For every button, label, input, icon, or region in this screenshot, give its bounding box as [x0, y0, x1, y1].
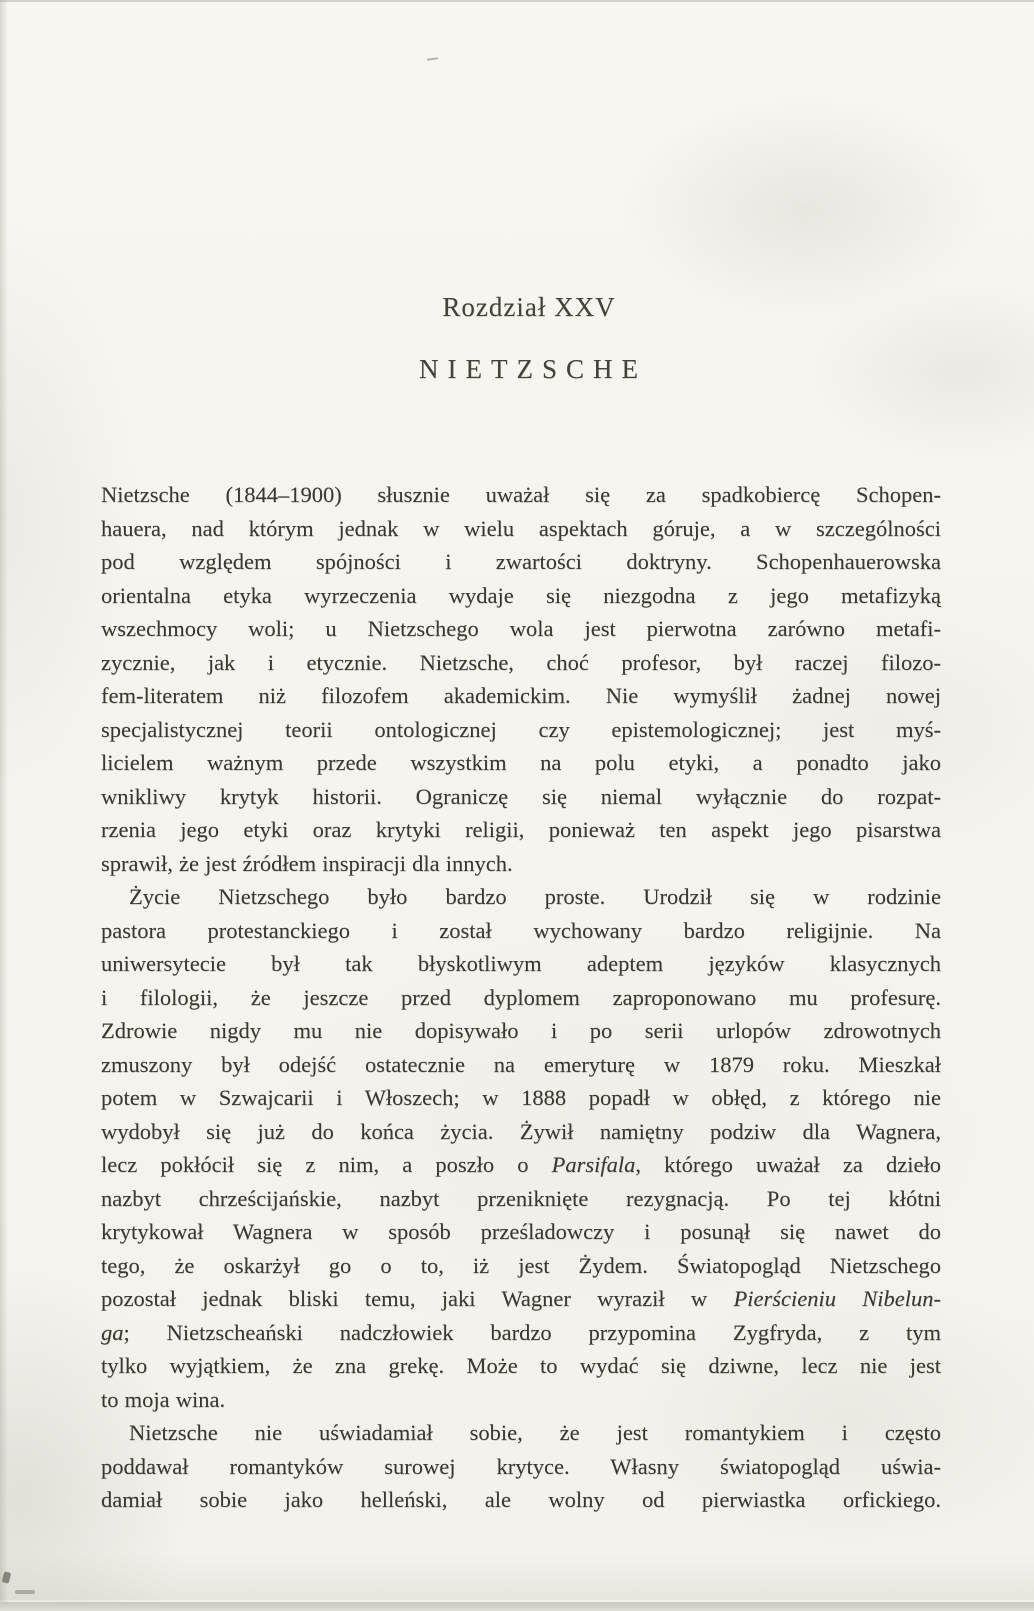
text-segment: damiał sobie jako helleński, ale wolny od pierwiastka orfickiego.	[101, 1487, 941, 1512]
text-segment: orientalna etyka wyrzeczenia wydaje się niezgodna z jego metafizyką	[101, 582, 941, 608]
text-line	[101, 813, 941, 847]
text-segment: poddawał romantyków surowej krytyce. Własny światopogląd uświa-	[101, 1453, 941, 1479]
text-line	[101, 1282, 941, 1316]
text-segment: i filologii, że jeszcze przed dyplomem zaproponowano mu profesurę.	[101, 984, 941, 1010]
text-segment: Życie Nietzschego było bardzo proste. Urodził się w rodzinie	[129, 884, 941, 909]
text-segment: hauera, nad którym jednak w wielu aspektach góruje, a w szczególności	[101, 515, 941, 541]
text-line	[101, 1383, 941, 1417]
text-segment: Zdrowie nigdy mu nie dopisywało i po serii urlopów zdrowotnych	[101, 1018, 941, 1043]
text-line	[101, 1416, 941, 1450]
text-segment: krytykował Wagnera w sposób prześladowczy i posunął się nawet do	[101, 1219, 941, 1244]
body-text	[101, 478, 941, 1517]
text-segment: to moja wina.	[101, 1386, 226, 1412]
text-line	[101, 746, 941, 780]
text-line	[101, 545, 941, 579]
text-segment: pastora protestanckiego i został wychowany bardzo religijnie. Na	[101, 917, 941, 943]
text-segment: rzenia jego etyki oraz krytyki religii, ponieważ ten aspekt jego pisarstwa	[101, 817, 941, 842]
text-segment: wydobył się już do końca życia. Żywił namiętny podziw dla Wagnera,	[101, 1118, 941, 1144]
text-segment: wnikliwy krytyk historii. Ograniczę się niemal wyłącznie do rozpat-	[101, 783, 941, 809]
text-line	[101, 1215, 941, 1249]
italic-text-segment: ga	[101, 1319, 124, 1345]
chapter-heading: Rozdział XXV	[442, 292, 616, 322]
text-line	[101, 1081, 941, 1115]
text-segment: zmuszony był odejść ostatecznie na emeryturę w 1879 roku. Mieszkał	[101, 1051, 941, 1077]
text-segment: potem w Szwajcarii i Włoszech; w 1888 popadł w obłęd, z którego nie	[101, 1085, 941, 1110]
text-segment: zycznie, jak i etycznie. Nietzsche, choć profesor, był raczej filozo-	[101, 649, 941, 675]
text-line	[101, 713, 941, 747]
text-line	[101, 1316, 941, 1350]
text-segment: tego, że oskarżył go o to, iż jest Żydem. Światopogląd Nietzschego	[101, 1252, 941, 1278]
scan-left-edge-shadow	[0, 0, 8, 1611]
scan-stray-mark	[427, 57, 438, 61]
text-segment: wszechmocy woli; u Nietzschego wola jest pierwotna zarówno metafi-	[101, 616, 941, 641]
scan-speck	[15, 1590, 35, 1594]
scan-bottom-band	[0, 1602, 1034, 1611]
text-line	[101, 1048, 941, 1082]
text-segment: lecz pokłócił się z nim, a poszło o	[101, 1152, 552, 1177]
text-segment: ; Nietzscheański nadczłowiek bardzo przypomina Zygfryda, z tym	[123, 1319, 941, 1345]
scan-top-edge	[0, 0, 1034, 2]
scan-bottom-shade	[0, 1552, 1034, 1600]
italic-text-segment: Pierścieniu Nibelun-	[733, 1286, 941, 1311]
text-line	[101, 1148, 941, 1182]
text-segment: licielem ważnym przede wszystkim na polu etyki, a ponadto jako	[101, 750, 941, 775]
text-line	[101, 1249, 941, 1283]
text-segment: tylko wyjątkiem, że zna grekę. Może to wydać się dziwne, lecz nie jest	[101, 1353, 941, 1378]
text-segment: pozostał jednak bliski temu, jaki Wagner wyraził w	[101, 1286, 734, 1311]
text-line	[101, 1483, 941, 1517]
text-line	[101, 1014, 941, 1048]
text-line	[101, 579, 941, 613]
text-segment: sprawił, że jest źródłem inspiracji dla innych.	[101, 850, 513, 876]
text-line	[101, 679, 941, 713]
text-segment: fem-literatem niż filozofem akademickim. Nie wymyślił żadnej nowej	[101, 683, 941, 708]
text-segment: pod względem spójności i zwartości doktryny. Schopenhauerowska	[101, 549, 941, 574]
text-line	[101, 1450, 941, 1484]
text-line	[101, 1182, 941, 1216]
text-line	[101, 914, 941, 948]
text-line	[101, 1349, 941, 1383]
text-segment: specjalistycznej teorii ontologicznej czy epistemologicznej; jest myś-	[101, 716, 941, 742]
text-line	[101, 1115, 941, 1149]
text-line	[101, 612, 941, 646]
text-segment: nazbyt chrześcijańskie, nazbyt przeniknięte rezygnacją. Po tej kłótni	[101, 1185, 941, 1211]
text-line	[101, 646, 941, 680]
text-segment: uniwersytecie był tak błyskotliwym adeptem języków klasycznych	[101, 951, 941, 976]
text-line	[101, 780, 941, 814]
text-line	[101, 847, 941, 881]
page-title: NIETZSCHE	[419, 354, 647, 384]
text-line	[101, 478, 941, 512]
text-segment: Nietzsche (1844–1900) słusznie uważał się za spadkobiercę Schopen-	[101, 482, 941, 507]
text-segment: , którego uważał za dzieło	[635, 1152, 941, 1177]
italic-text-segment: Parsifala	[551, 1152, 636, 1177]
text-line	[101, 947, 941, 981]
text-line	[101, 981, 941, 1015]
text-segment: Nietzsche nie uświadamiał sobie, że jest romantykiem i często	[129, 1420, 941, 1445]
text-line	[101, 880, 941, 914]
text-line	[101, 512, 941, 546]
